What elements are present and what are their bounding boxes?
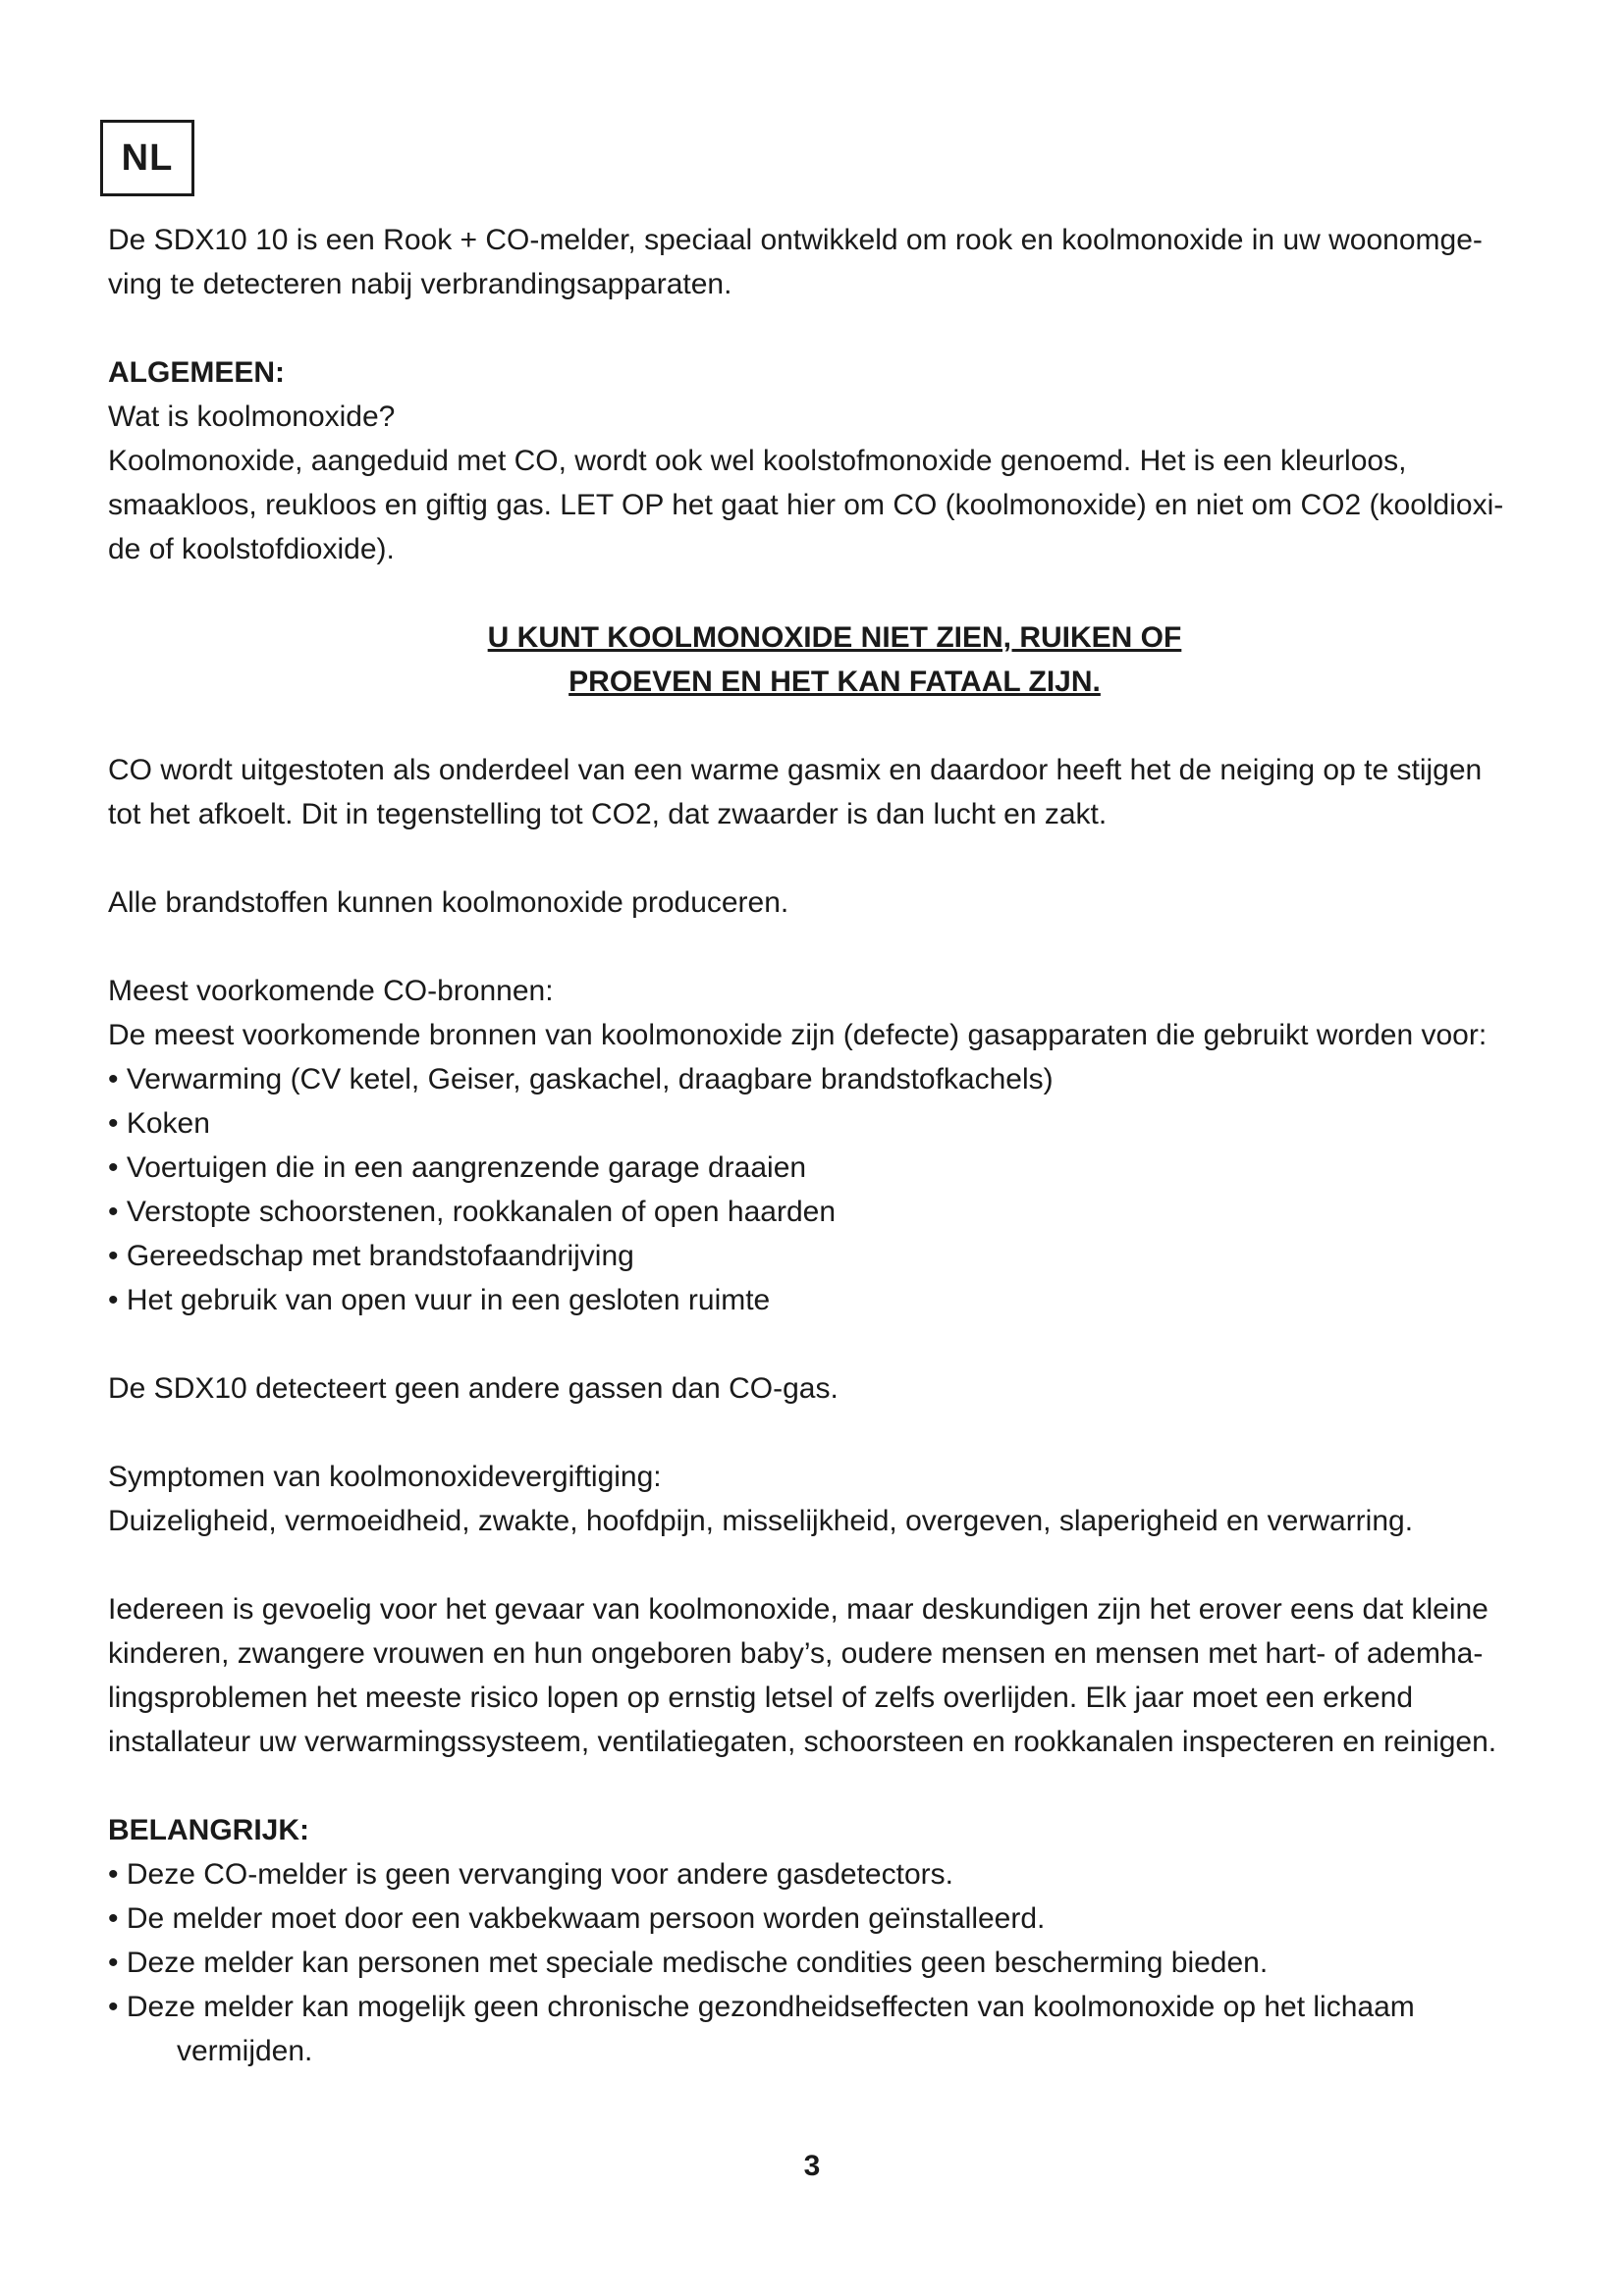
list-item: • Verwarming (CV ketel, Geiser, gaskachel, draagbare brandstofkachels) [108, 1063, 1054, 1095]
symptoms-text: Duizeligheid, vermoeidheid, zwakte, hoofdpijn, misselijkheid, overgeven, slaperigheid en verwarring. [108, 1505, 1414, 1537]
general-heading: ALGEMEEN: [108, 356, 285, 389]
sources-list [108, 1057, 1522, 1322]
spacer [108, 1543, 1522, 1587]
spacer [108, 1322, 1522, 1366]
important-list [108, 1852, 1522, 2073]
page-number: 3 [803, 2150, 821, 2182]
list-item: • Verstopte schoorstenen, rookkanalen of open haarden [108, 1196, 837, 1228]
spacer [108, 836, 1522, 881]
rise-line-2: tot het afkoelt. Dit in tegenstelling tot CO2, dat zwaarder is dan lucht en zakt. [108, 798, 1108, 830]
list-item: • Deze CO-melder is geen vervanging voor andere gasdetectors. [108, 1858, 953, 1891]
list-item: • Deze melder kan personen met speciale medische condities geen bescherming bieden. [108, 1947, 1269, 1979]
language-label: NL [100, 120, 194, 196]
risk-line-1: Iedereen is gevoelig voor het gevaar van koolmonoxide, maar deskundigen zijn het erover eens dat kleine [108, 1593, 1489, 1626]
intro-line-1: De SDX10 10 is een Rook + CO-melder, speciaal ontwikkeld om rook en koolmonoxide in uw woonomge- [108, 224, 1483, 256]
general-question: Wat is koolmonoxide? [108, 400, 396, 433]
fuels-text: Alle brandstoffen kunnen koolmonoxide produceren. [108, 886, 789, 919]
risk-line-3: lingsproblemen het meeste risico lopen op ernstig letsel of zelfs overlijden. Elk jaar moet een erkend [108, 1682, 1414, 1714]
list-item: • De melder moet door een vakbekwaam persoon worden geïnstalleerd. [108, 1902, 1046, 1935]
symptoms-title: Symptomen van koolmonoxidevergiftiging: [108, 1461, 662, 1493]
important-heading: BELANGRIJK: [108, 1814, 310, 1846]
spacer [108, 1411, 1522, 1455]
list-item: • Voertuigen die in een aangrenzende garage draaien [108, 1151, 807, 1184]
spacer [108, 704, 1522, 748]
list-item-continuation: vermijden. [177, 2035, 313, 2067]
warning-line-2: PROEVEN EN HET KAN FATAAL ZIJN. [568, 666, 1101, 698]
general-answer-line-1: Koolmonoxide, aangeduid met CO, wordt ook wel koolstofmonoxide genoemd. Het is een kleurloos, [108, 445, 1407, 477]
page-content [108, 218, 1522, 2073]
risk-line-2: kinderen, zwangere vrouwen en hun ongeboren baby’s, oudere mensen en mensen met hart- of ademha- [108, 1637, 1484, 1670]
rise-line-1: CO wordt uitgestoten als onderdeel van een warme gasmix en daardoor heeft het de neiging op te stijgen [108, 754, 1483, 786]
list-item: • Het gebruik van open vuur in een gesloten ruimte [108, 1284, 771, 1316]
spacer [108, 1764, 1522, 1808]
spacer [108, 571, 1522, 615]
list-item: • Koken [108, 1107, 210, 1140]
intro-line-2: ving te detecteren nabij verbrandingsapparaten. [108, 268, 732, 300]
detects-text: De SDX10 detecteert geen andere gassen dan CO-gas. [108, 1372, 839, 1405]
general-answer-line-3: de of koolstofdioxide). [108, 533, 395, 565]
spacer [108, 306, 1522, 350]
risk-line-4: installateur uw verwarmingssysteem, ventilatiegaten, schoorsteen en rookkanalen inspecteren en reinigen. [108, 1726, 1497, 1758]
sources-intro: De meest voorkomende bronnen van koolmonoxide zijn (defecte) gasapparaten die gebruikt worden voor: [108, 1019, 1488, 1051]
list-item: • Gereedschap met brandstofaandrijving [108, 1240, 634, 1272]
list-item: • Deze melder kan mogelijk geen chronische gezondheidseffecten van koolmonoxide op het lichaam [108, 1991, 1415, 2023]
warning-line-1: U KUNT KOOLMONOXIDE NIET ZIEN, RUIKEN OF [487, 621, 1182, 654]
sources-title: Meest voorkomende CO-bronnen: [108, 975, 554, 1007]
general-answer-line-2: smaakloos, reukloos en giftig gas. LET OP het gaat hier om CO (koolmonoxide) en niet om CO2 (kooldioxi- [108, 489, 1504, 521]
spacer [108, 925, 1522, 969]
